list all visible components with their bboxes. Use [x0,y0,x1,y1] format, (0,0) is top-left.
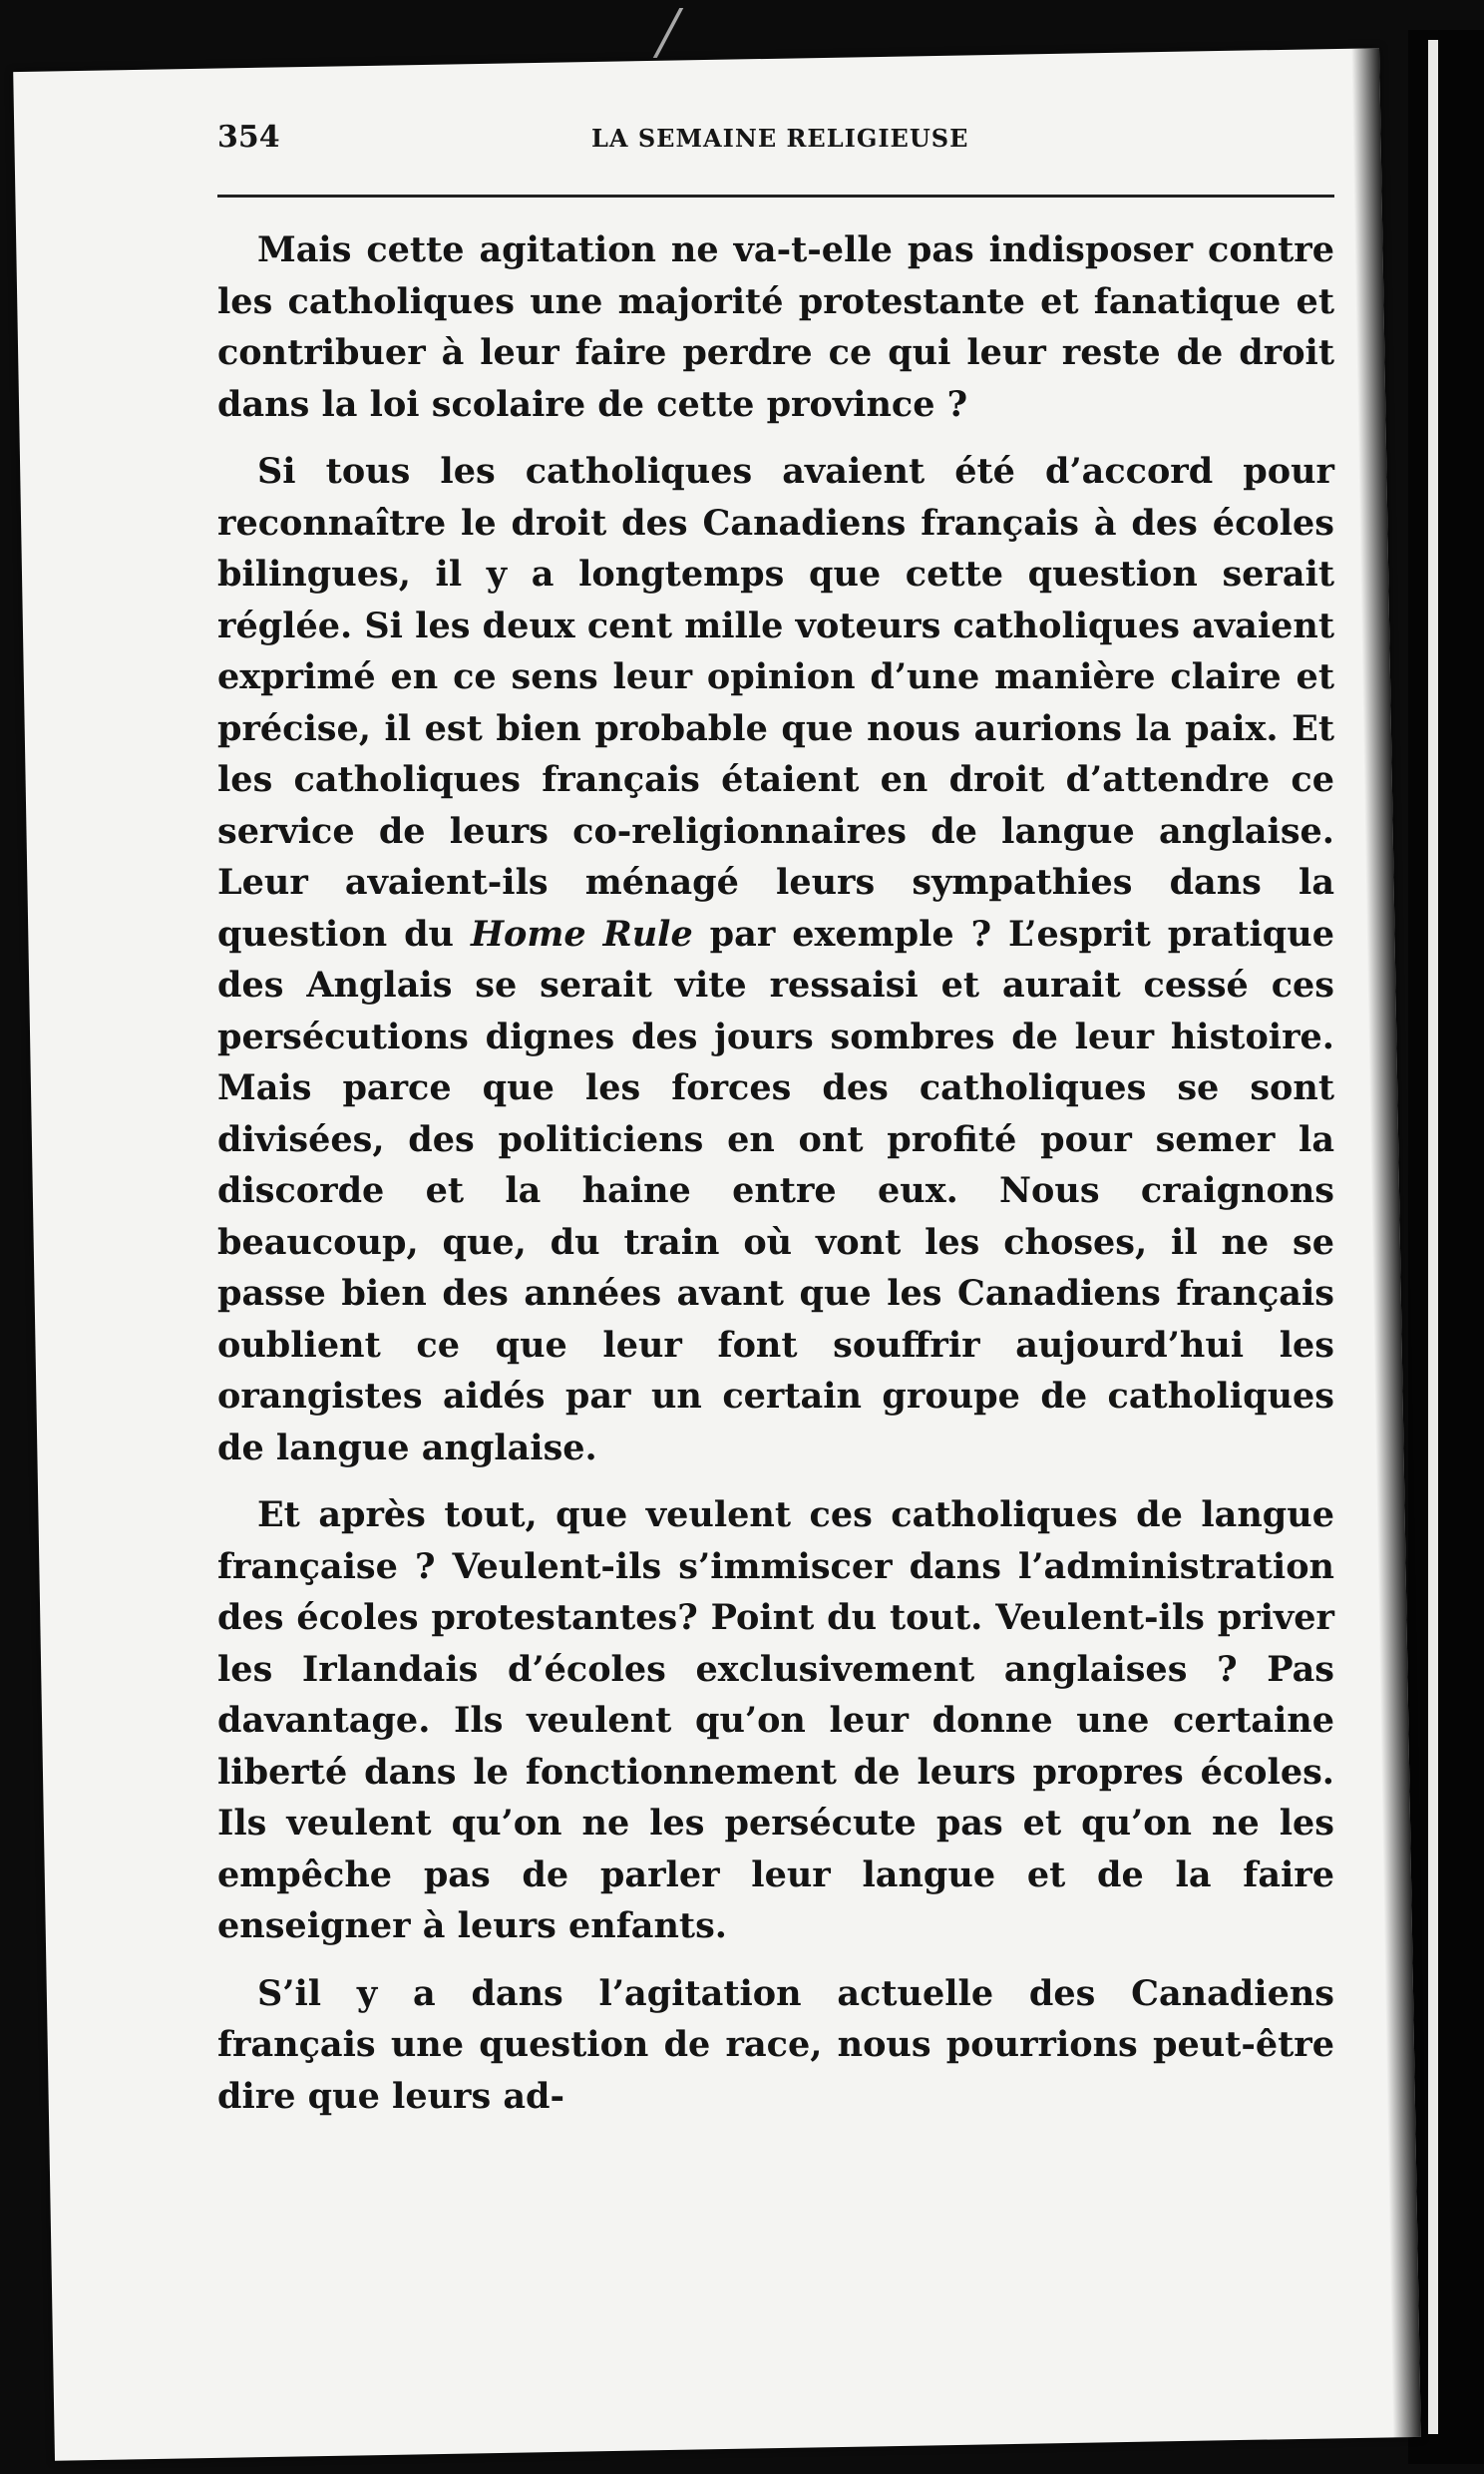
paragraph-text: Mais cette agitation ne va-t-elle pas indisposer contre les catholiques une majorité protestante et fanatique et contribuer à leur faire perdre ce qui leur reste de droit dans la loi scolaire de cette province ? [217,229,1334,425]
paragraph-text: Et après tout, que veulent ces catholiques de langue française ? Veulent-ils s’immiscer dans l’administration des écoles protestantes? Point du tout. Veulent-ils priver les Irlandais d’écoles exclusivement anglaises ? Pas davantage. Ils veulent qu’on leur donne une certaine liberté dans le fonctionnement de leurs propres écoles. Ils veulent qu’on ne les persécute pas et qu’on ne les empêche pas de parler leur langue et de la faire enseigner à leurs enfants. [217,1494,1334,1946]
paragraph [217,1489,1334,1952]
scan-artifact-mark [653,8,718,58]
page-body [217,224,1334,2138]
page-header [217,120,1354,180]
next-page-edge [1428,40,1438,2434]
paragraph [217,1968,1334,2123]
paragraph [217,224,1334,430]
book-spine-shadow [1408,30,1484,2464]
running-title: LA SEMAINE RELIGIEUSE [591,124,969,153]
paragraph [217,446,1334,1473]
header-rule [217,195,1334,198]
page-number: 354 [217,120,280,155]
paragraph-text: S’il y a dans l’agitation actuelle des Canadiens français une question de race, nous pourrions peut-être dire que leurs ad- [217,1972,1334,2117]
italic-phrase: Home Rule [470,913,693,955]
paragraph-text: Si tous les catholiques avaient été d’accord pour reconnaître le droit des Canadiens français à des écoles bilingues, il y a longtemps que cette question serait réglée. Si les deux cent mille voteurs catholiques avaient exprimé en ce sens leur opinion d’une manière claire et précise, il est bien probable que nous aurions la paix. Et les catholiques français étaient en droit d’attendre ce service de leurs co-religionnaires de langue anglaise. Leur avaient-ils ménagé leurs sympathies dans la question du [217,451,1334,955]
paragraph-text-continued: par exemple ? L’esprit pratique des Anglais se serait vite ressaisi et aurait cessé ces persécutions dignes des jours sombres de leur histoire. Mais parce que les forces des catholiques se sont divisées, des politiciens en ont profité pour semer la discorde et la haine entre eux. Nous craignons beaucoup, que, du train où vont les choses, il ne se passe bien des années avant que les Canadiens français oublient ce que leur font souffrir aujourd’hui les orangistes aidés par un certain groupe de catholiques de langue anglaise. [217,913,1334,1468]
